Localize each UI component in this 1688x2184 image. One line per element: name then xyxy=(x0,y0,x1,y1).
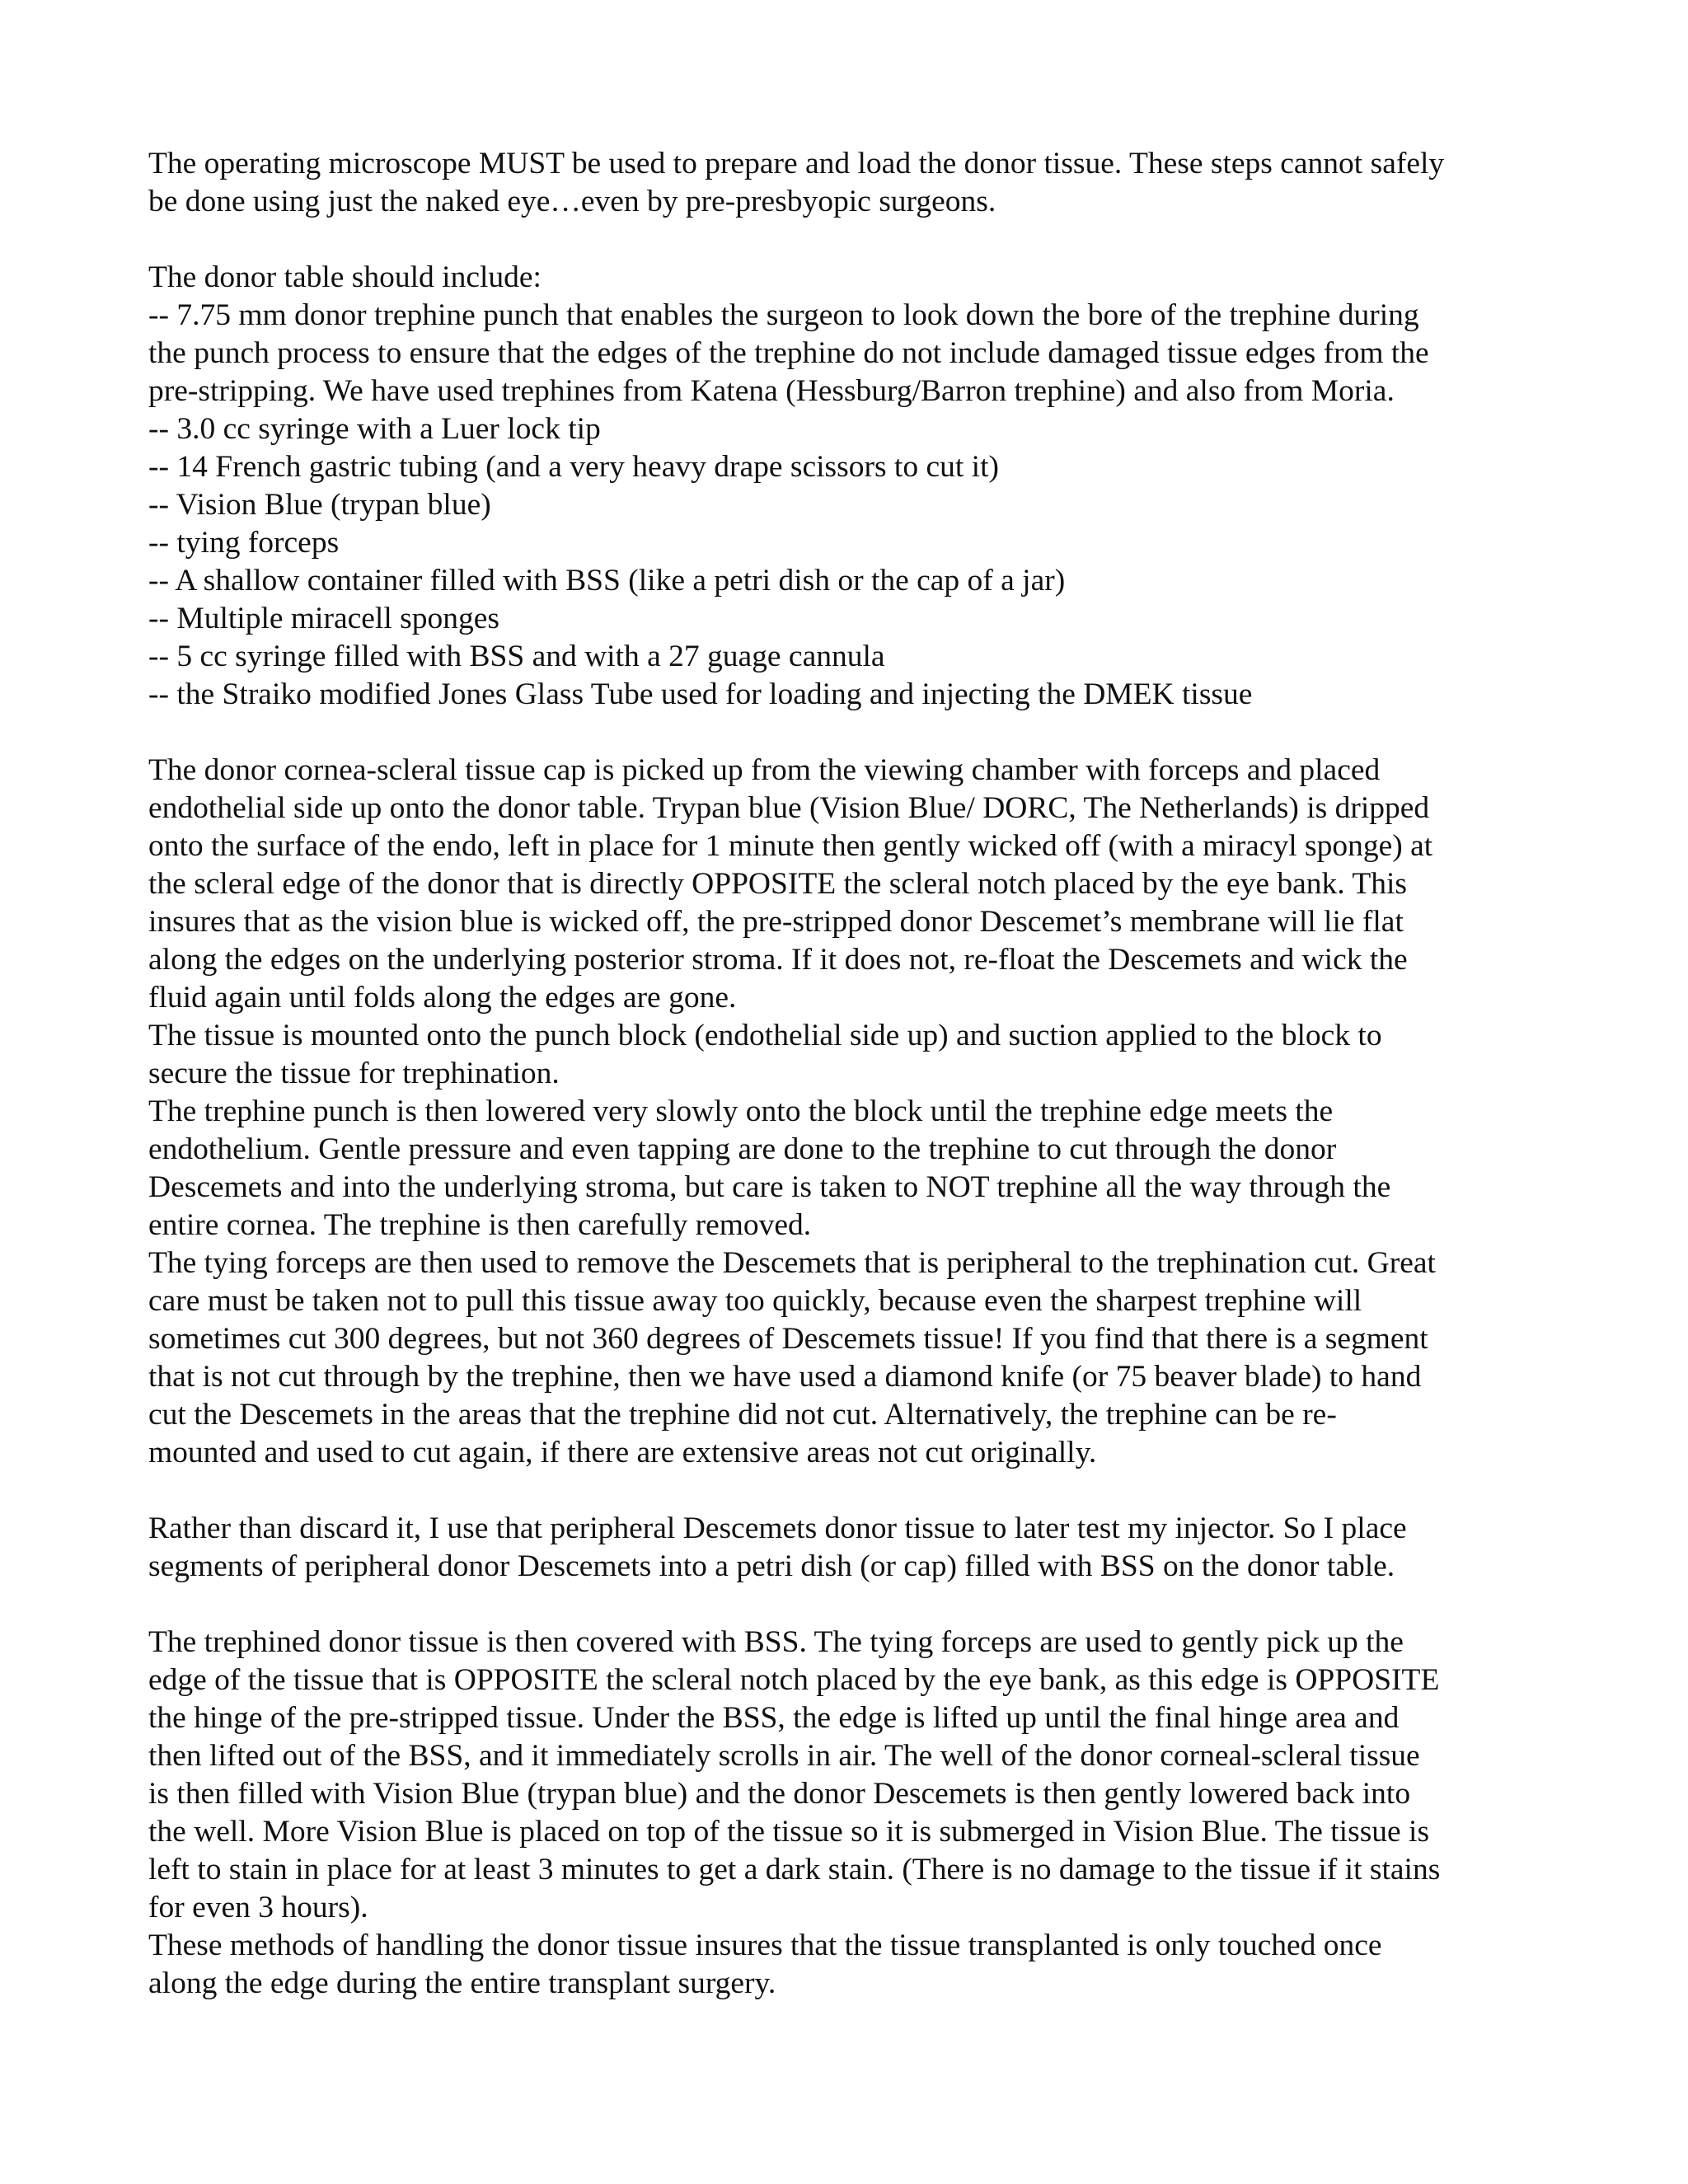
document-page xyxy=(148,145,1550,2003)
text-line: is then filled with Vision Blue (trypan blue) and the donor Descemets is then gently lowered back into xyxy=(148,1777,1411,1811)
paragraph-gap xyxy=(148,221,1550,259)
text-line: be done using just the naked eye…even by pre-presbyopic surgeons. xyxy=(148,185,996,218)
list-heading: The donor table should include: xyxy=(148,260,542,294)
text-line: the hinge of the pre-stripped tissue. Under the BSS, the edge is lifted up until the final hinge area and xyxy=(148,1701,1400,1735)
text-line: The trephine punch is then lowered very slowly onto the block until the trephine edge meets the xyxy=(148,1094,1334,1128)
paragraph-gap xyxy=(148,1586,1550,1624)
list-item: -- the Straiko modified Jones Glass Tube used for loading and injecting the DMEK tissue xyxy=(148,677,1253,711)
list-item-continuation: pre-stripping. We have used trephines from Katena (Hessburg/Barron trephine) and also from Moria. xyxy=(148,374,1395,408)
text-line: care must be taken not to pull this tissue away too quickly, because even the sharpest trephine will xyxy=(148,1284,1362,1318)
text-line: the scleral edge of the donor that is directly OPPOSITE the scleral notch placed by the eye bank. This xyxy=(148,867,1407,901)
text-line: endothelial side up onto the donor table. Trypan blue (Vision Blue/ DORC, The Netherlands) is dripped xyxy=(148,791,1430,825)
list-item: -- Vision Blue (trypan blue) xyxy=(148,488,491,522)
text-line: fluid again until folds along the edges are gone. xyxy=(148,981,737,1015)
peripheral-tissue-paragraph xyxy=(148,1510,1550,1586)
text-line: then lifted out of the BSS, and it immediately scrolls in air. The well of the donor corneal-scleral tissue xyxy=(148,1739,1420,1773)
list-item: -- Multiple miracell sponges xyxy=(148,602,499,635)
text-line: that is not cut through by the trephine, then we have used a diamond knife (or 75 beaver blade) to hand xyxy=(148,1360,1422,1394)
list-item-continuation: the punch process to ensure that the edges of the trephine do not include damaged tissue edges from the xyxy=(148,336,1429,370)
text-line: entire cornea. The trephine is then carefully removed. xyxy=(148,1208,812,1242)
text-line: edge of the tissue that is OPPOSITE the scleral notch placed by the eye bank, as this edge is OPPOSITE xyxy=(148,1663,1440,1697)
intro-paragraph xyxy=(148,145,1550,221)
text-line: onto the surface of the endo, left in place for 1 minute then gently wicked off (with a miracyl sponge) at xyxy=(148,829,1433,863)
text-line: along the edge during the entire transplant surgery. xyxy=(148,1966,776,2000)
text-line: left to stain in place for at least 3 minutes to get a dark stain. (There is no damage to the tissue if it stains xyxy=(148,1853,1441,1886)
text-line: These methods of handling the donor tissue insures that the tissue transplanted is only touched once xyxy=(148,1929,1382,1962)
list-item: -- 5 cc syringe filled with BSS and with a 27 guage cannula xyxy=(148,640,885,673)
paragraph-gap xyxy=(148,1472,1550,1510)
staining-paragraph xyxy=(148,1624,1550,2003)
text-line: the well. More Vision Blue is placed on top of the tissue so it is submerged in Vision Blue. The tissue is xyxy=(148,1815,1430,1849)
text-line: The tissue is mounted onto the punch block (endothelial side up) and suction applied to the block to xyxy=(148,1019,1382,1052)
text-line: mounted and used to cut again, if there are extensive areas not cut originally. xyxy=(148,1436,1097,1469)
text-line: sometimes cut 300 degrees, but not 360 degrees of Descemets tissue! If you find that there is a segment xyxy=(148,1322,1428,1356)
list-item: -- 7.75 mm donor trephine punch that enables the surgeon to look down the bore of the trephine during xyxy=(148,298,1419,332)
text-line: along the edges on the underlying posterior stroma. If it does not, re-float the Descemets and wick the xyxy=(148,943,1408,977)
text-line: Descemets and into the underlying stroma, but care is taken to NOT trephine all the way through the xyxy=(148,1170,1391,1204)
text-line: The tying forceps are then used to remove the Descemets that is peripheral to the trephination cut. Great xyxy=(148,1246,1436,1280)
list-item: -- tying forceps xyxy=(148,526,340,560)
donor-table-list xyxy=(148,259,1550,714)
trephination-paragraph xyxy=(148,752,1550,1472)
text-line: cut the Descemets in the areas that the trephine did not cut. Alternatively, the trephine can be re- xyxy=(148,1398,1337,1432)
text-line: The donor cornea-scleral tissue cap is picked up from the viewing chamber with forceps and placed xyxy=(148,753,1381,787)
text-line: for even 3 hours). xyxy=(148,1891,368,1924)
text-line: secure the tissue for trephination. xyxy=(148,1057,560,1090)
text-line: The operating microscope MUST be used to prepare and load the donor tissue. These steps cannot safely xyxy=(148,147,1445,180)
list-item: -- A shallow container filled with BSS (like a petri dish or the cap of a jar) xyxy=(148,564,1066,598)
text-line: insures that as the vision blue is wicked off, the pre-stripped donor Descemet’s membrane will lie flat xyxy=(148,905,1404,939)
paragraph-gap xyxy=(148,714,1550,752)
text-line: The trephined donor tissue is then covered with BSS. The tying forceps are used to gently pick up the xyxy=(148,1625,1404,1659)
text-line: segments of peripheral donor Descemets into a petri dish (or cap) filled with BSS on the donor table. xyxy=(148,1549,1395,1583)
text-line: Rather than discard it, I use that peripheral Descemets donor tissue to later test my injector. So I place xyxy=(148,1511,1407,1545)
list-item: -- 3.0 cc syringe with a Luer lock tip xyxy=(148,412,601,446)
text-line: endothelium. Gentle pressure and even tapping are done to the trephine to cut through the donor xyxy=(148,1132,1337,1166)
list-item: -- 14 French gastric tubing (and a very heavy drape scissors to cut it) xyxy=(148,450,999,484)
